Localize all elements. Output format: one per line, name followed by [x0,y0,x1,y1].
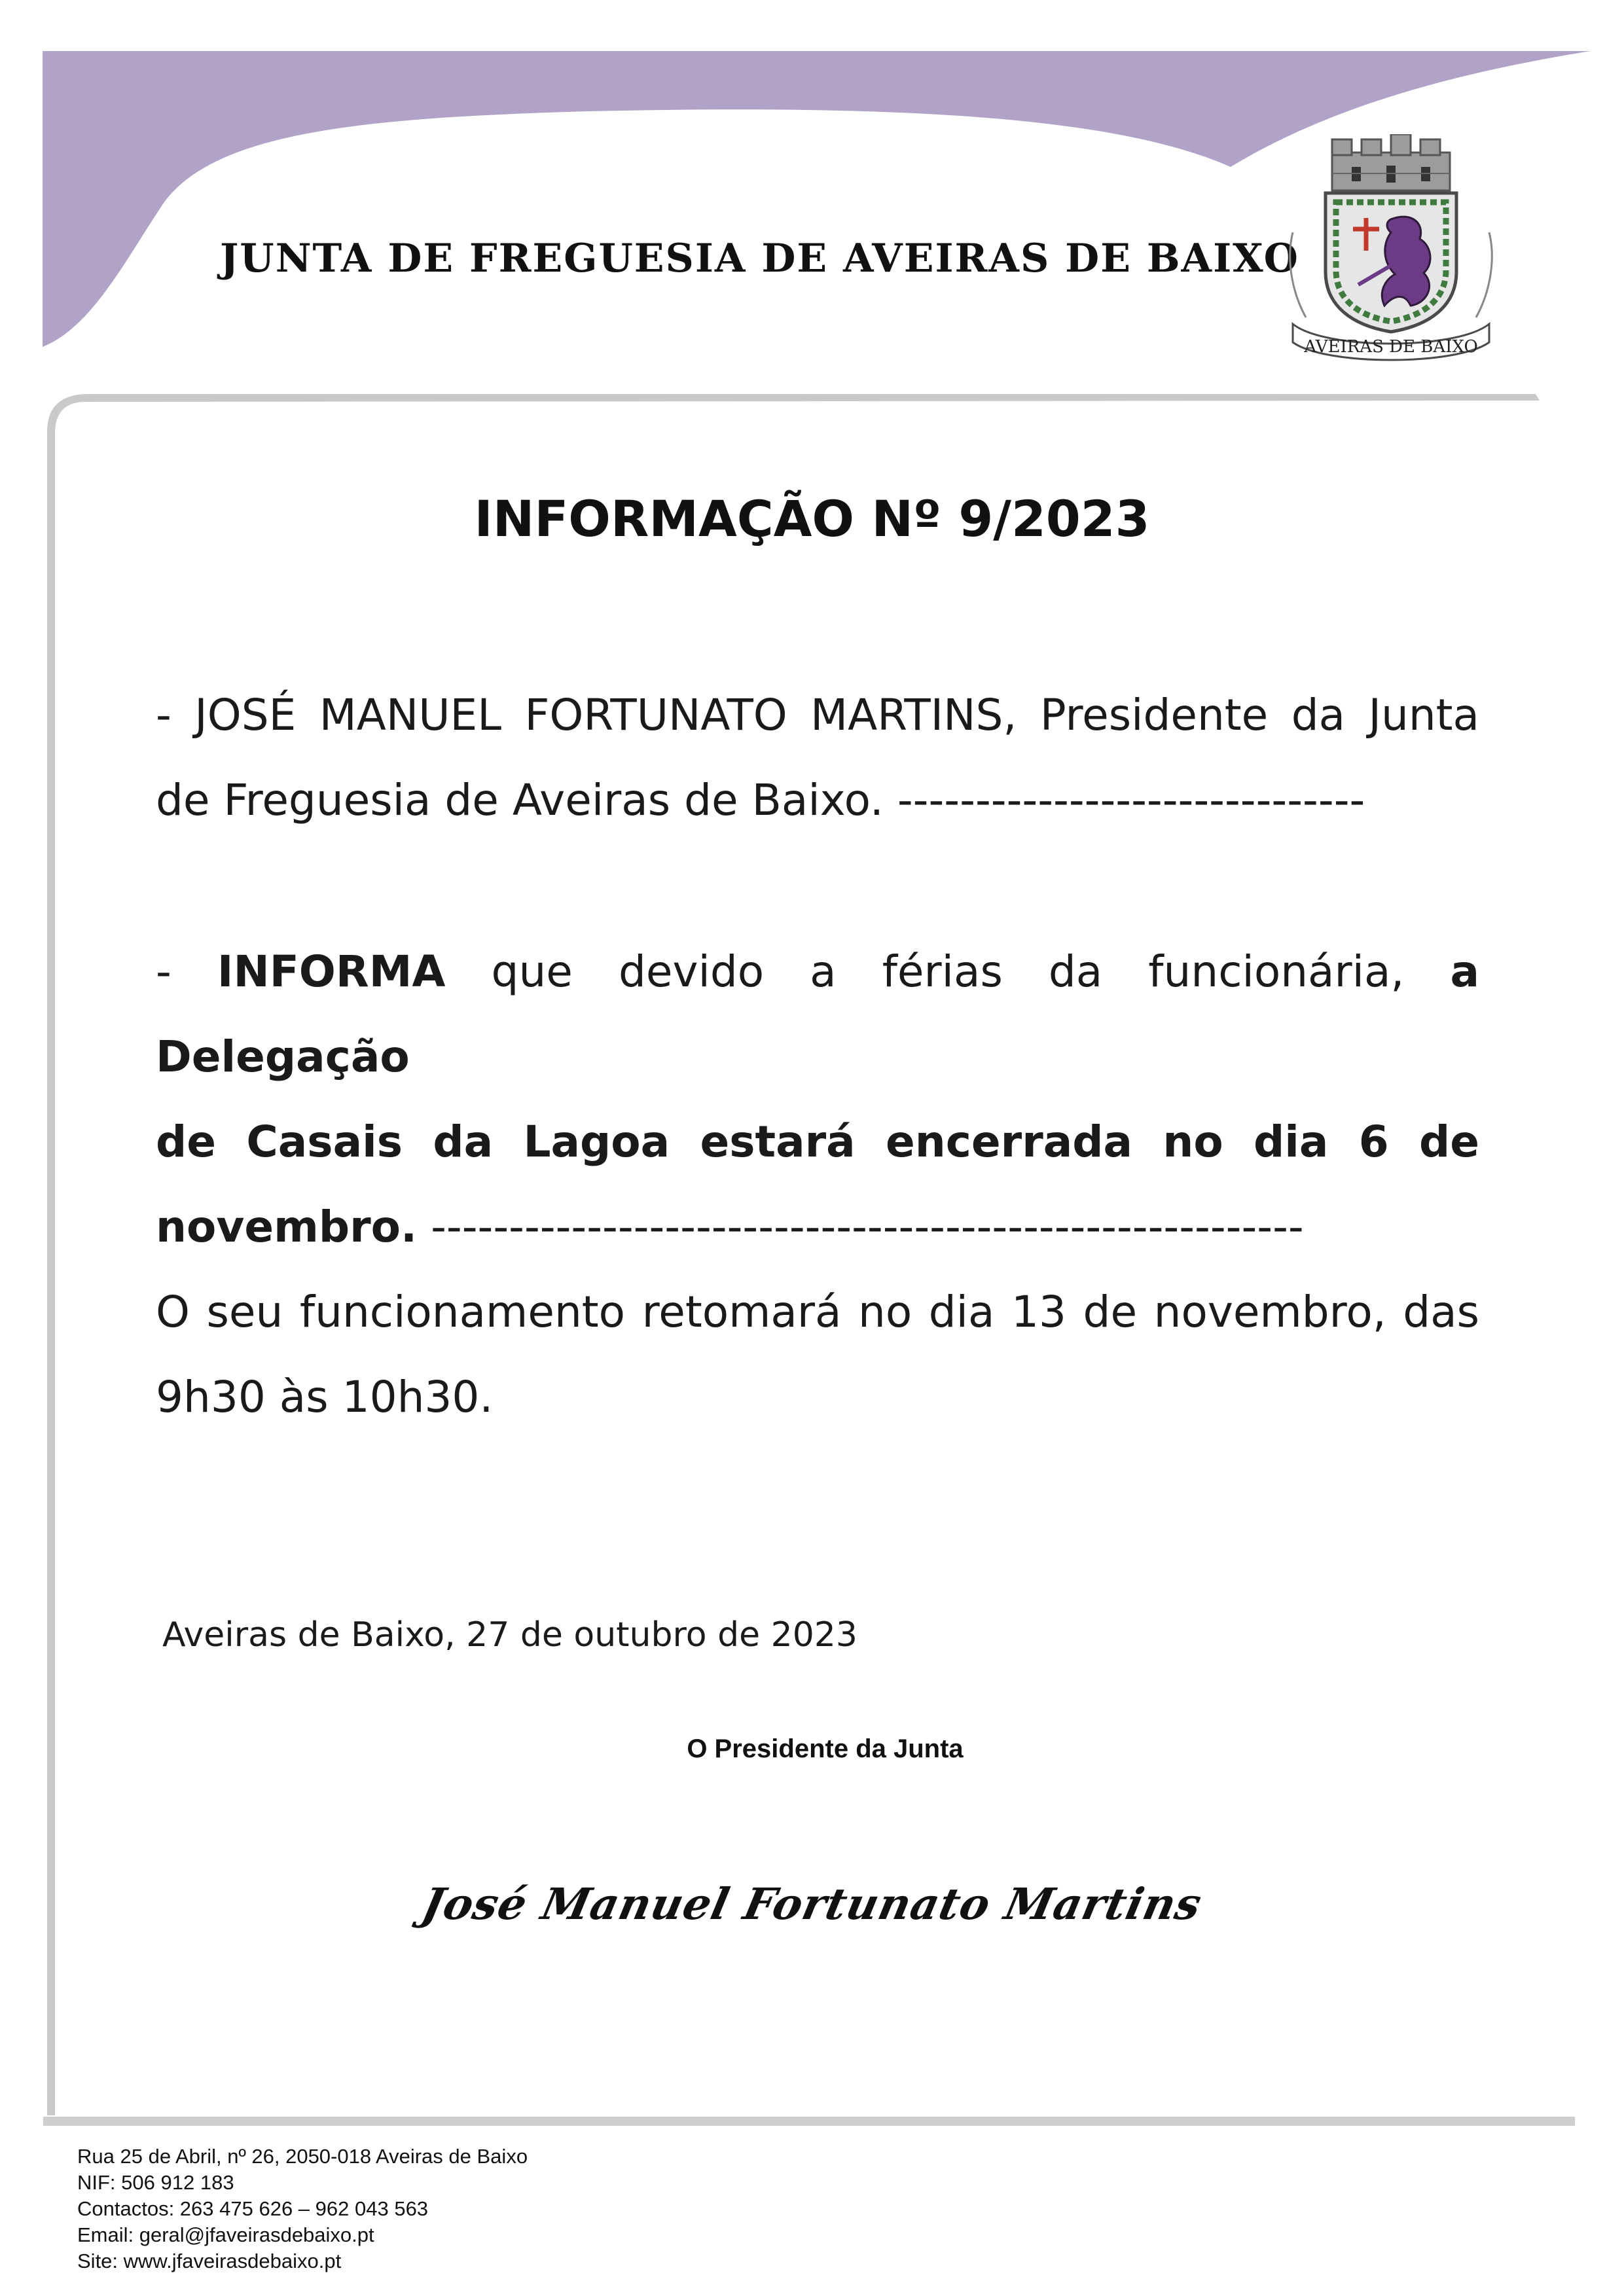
paragraph-line: - JOSÉ MANUEL FORTUNATO MARTINS, Presidente da Junta [156,690,1479,740]
informa-keyword: INFORMA [217,946,446,997]
footer-contacts-phone: Contactos: 263 475 626 – 962 043 563 [77,2197,429,2220]
dash: - [156,946,171,997]
paragraph-line-bold: de Casais da Lagoa estará encerrada no dia 6 de [156,1117,1479,1167]
footer-address: Rua 25 de Abril, nº 26, 2050-018 Aveiras de Baixo [77,2145,528,2168]
organization-name: JUNTA DE FREGUESIA DE AVEIRAS DE BAIXO [220,236,1299,281]
footer-email: Email: geral@jfaveirasdebaixo.pt [77,2223,374,2246]
document-title: INFORMAÇÃO Nº 9/2023 [474,490,1150,548]
paragraph-president [156,673,1479,843]
paragraph-text: que devido a férias da funcionária, [491,946,1405,997]
paragraph-line [156,1185,1479,1270]
paragraph-line [156,929,1479,1100]
place-and-date: Aveiras de Baixo, 27 de outubro de 2023 [162,1615,857,1655]
president-title: O Presidente da Junta [687,1734,964,1763]
paragraph-schedule [156,1270,1479,1440]
delegation-text: a Delegação [156,946,1480,1082]
paragraph-line: 9h30 às 10h30. [156,1372,494,1422]
coat-of-arms-text: AVEIRAS DE BAIXO [1304,337,1478,357]
footer-contacts [77,2144,528,2274]
footer-site: Site: www.jfaveirasdebaixo.pt [77,2250,342,2272]
date-bold: novembro. [156,1202,418,1252]
paragraph-line: de Freguesia de Aveiras de Baixo. ------------------------------ [156,775,1365,825]
dash-filler: -------------------------------------------------------- [431,1202,1304,1252]
signature: José Manuel Fortunato Martins [418,1878,1206,1929]
footer-nif: NIF: 506 912 183 [77,2171,234,2194]
paragraph-announcement [156,929,1479,1270]
paragraph-line: O seu funcionamento retomará no dia 13 de novembro, das [156,1287,1479,1337]
